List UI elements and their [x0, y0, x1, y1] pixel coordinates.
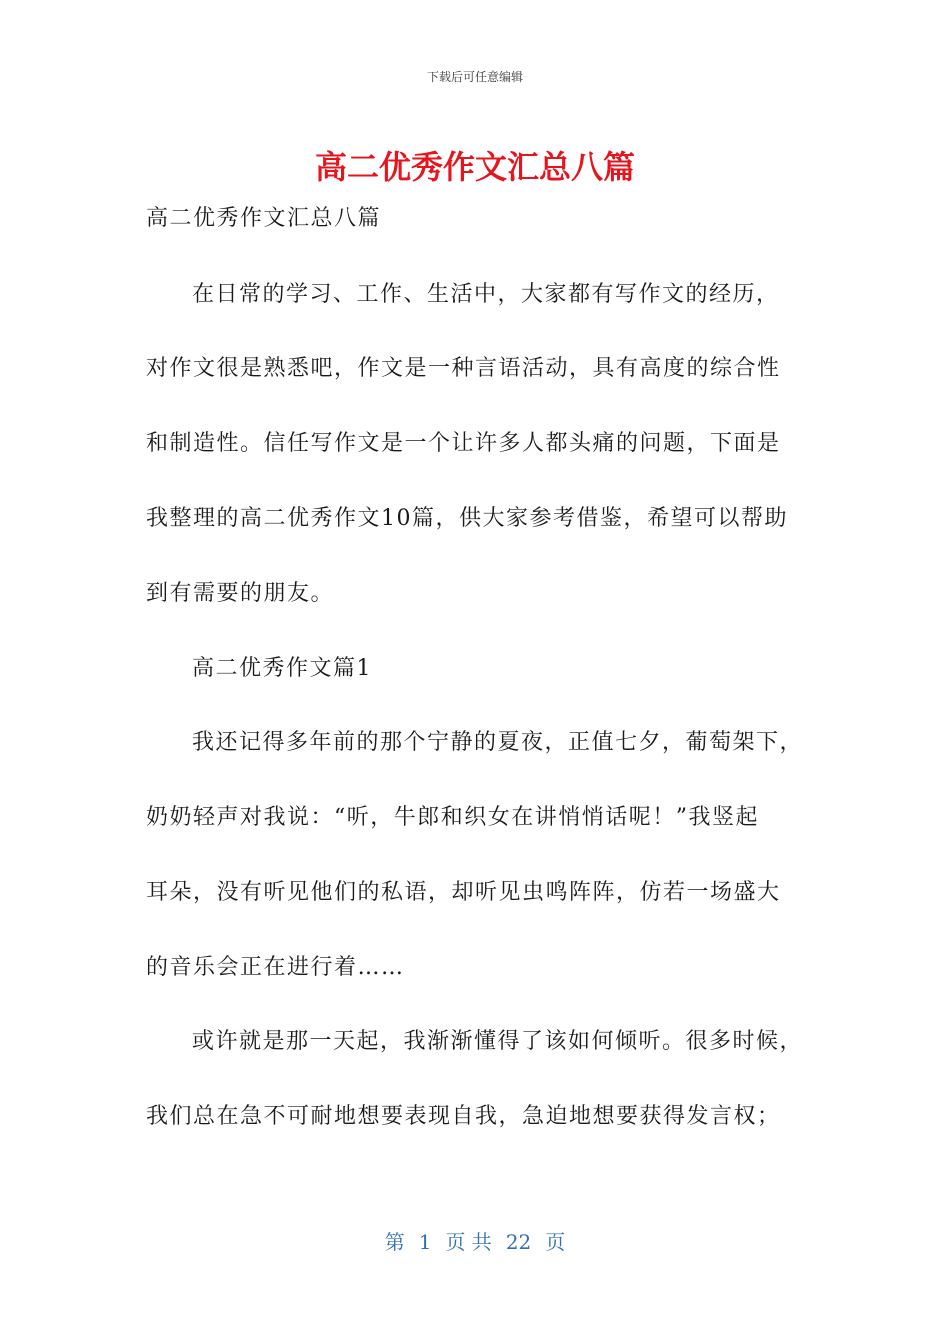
footer-middle: 页 共 — [445, 1230, 492, 1254]
paragraph-line: 我整理的高二优秀作文10篇，供大家参考借鉴，希望可以帮助 — [146, 506, 788, 531]
page-footer — [0, 1226, 950, 1255]
document-title: 高二优秀作文汇总八篇 — [314, 148, 635, 186]
footer-page-number: 1 — [418, 1230, 432, 1254]
paragraph-line: 奶奶轻声对我说：“听，牛郎和织女在讲悄悄话呢！”我竖起 — [146, 805, 759, 830]
paragraph-line: 耳朵，没有听见他们的私语，却听见虫鸣阵阵，仿若一场盛大 — [146, 880, 781, 905]
paragraph-line: 我还记得多年前的那个宁静的夏夜，正值七夕，葡萄架下， — [192, 730, 804, 755]
header-note: 下载后可任意编辑 — [426, 70, 523, 84]
footer-prefix: 第 — [384, 1230, 405, 1254]
paragraph-line: 或许就是那一天起，我渐渐懂得了该如何倾听。很多时候， — [192, 1029, 804, 1054]
subtitle-line: 高二优秀作文汇总八篇 — [146, 206, 382, 231]
paragraph-line: 的音乐会正在进行着…… — [146, 955, 405, 980]
paragraph-line: 在日常的学习、工作、生活中，大家都有写作文的经历， — [192, 282, 780, 307]
paragraph-line: 和制造性。信任写作文是一个让许多人都头痛的问题，下面是 — [146, 431, 781, 456]
footer-total-pages: 22 — [505, 1230, 532, 1254]
paragraph-line: 对作文很是熟悉吧，作文是一种言语活动，具有高度的综合性 — [146, 356, 781, 381]
footer-suffix: 页 — [545, 1230, 566, 1254]
paragraph-line: 我们总在急不可耐地想要表现自我，急迫地想要获得发言权； — [146, 1104, 781, 1129]
paragraph-line: 到有需要的朋友。 — [146, 581, 335, 606]
section-heading: 高二优秀作文篇1 — [192, 656, 372, 681]
